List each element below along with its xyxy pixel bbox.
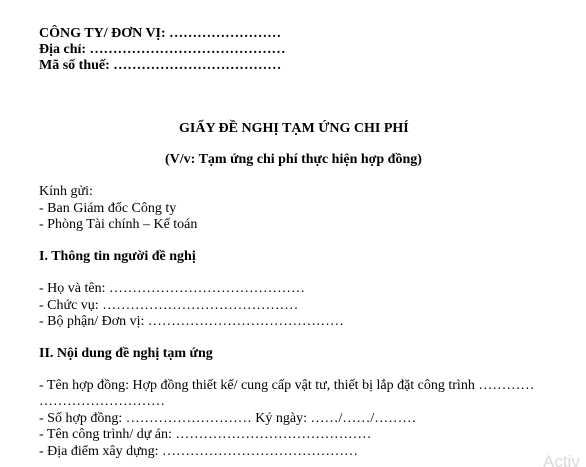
position-field: - Chức vụ: ……………………………………: [39, 298, 299, 313]
document-title: GIẤY ĐỀ NGHỊ TẠM ỨNG CHI PHÍ: [179, 121, 409, 136]
company-name-field: CÔNG TY/ ĐƠN VỊ: ……………………: [39, 26, 282, 41]
recipient-greeting: Kính gửi:: [39, 184, 93, 199]
recipient-item: - Phòng Tài chính – Kế toán: [39, 217, 198, 232]
tax-code-field: Mã số thuế: ………………………………: [39, 58, 282, 73]
section1-heading: I. Thông tin người đề nghị: [39, 249, 196, 264]
address-field: Địa chỉ: ……………………………………: [39, 42, 286, 57]
department-field: - Bộ phận/ Đơn vị: ……………………………………: [39, 314, 344, 329]
construction-site-field: - Địa điểm xây dựng: ……………………………………: [39, 444, 359, 459]
recipient-item: - Ban Giám đốc Công ty: [39, 201, 177, 216]
contract-name-field: - Tên hợp đồng: Hợp đồng thiết kế/ cung cấp vật tư, thiết bị lắp đặt công trình …………: [39, 378, 535, 393]
document-subtitle: (V/v: Tạm ứng chi phí thực hiện hợp đồng): [165, 152, 422, 167]
contract-name-continuation: ………………………: [39, 394, 165, 409]
full-name-field: - Họ và tên: ……………………………………: [39, 281, 305, 296]
section2-heading: II. Nội dung đề nghị tạm ứng: [39, 346, 213, 361]
project-name-field: - Tên công trình/ dự án: ……………………………………: [39, 427, 372, 442]
contract-number-field: - Số hợp đồng: ……………………… Ký ngày: ……/……/………: [39, 411, 417, 426]
activation-watermark: Activ: [543, 452, 580, 467]
